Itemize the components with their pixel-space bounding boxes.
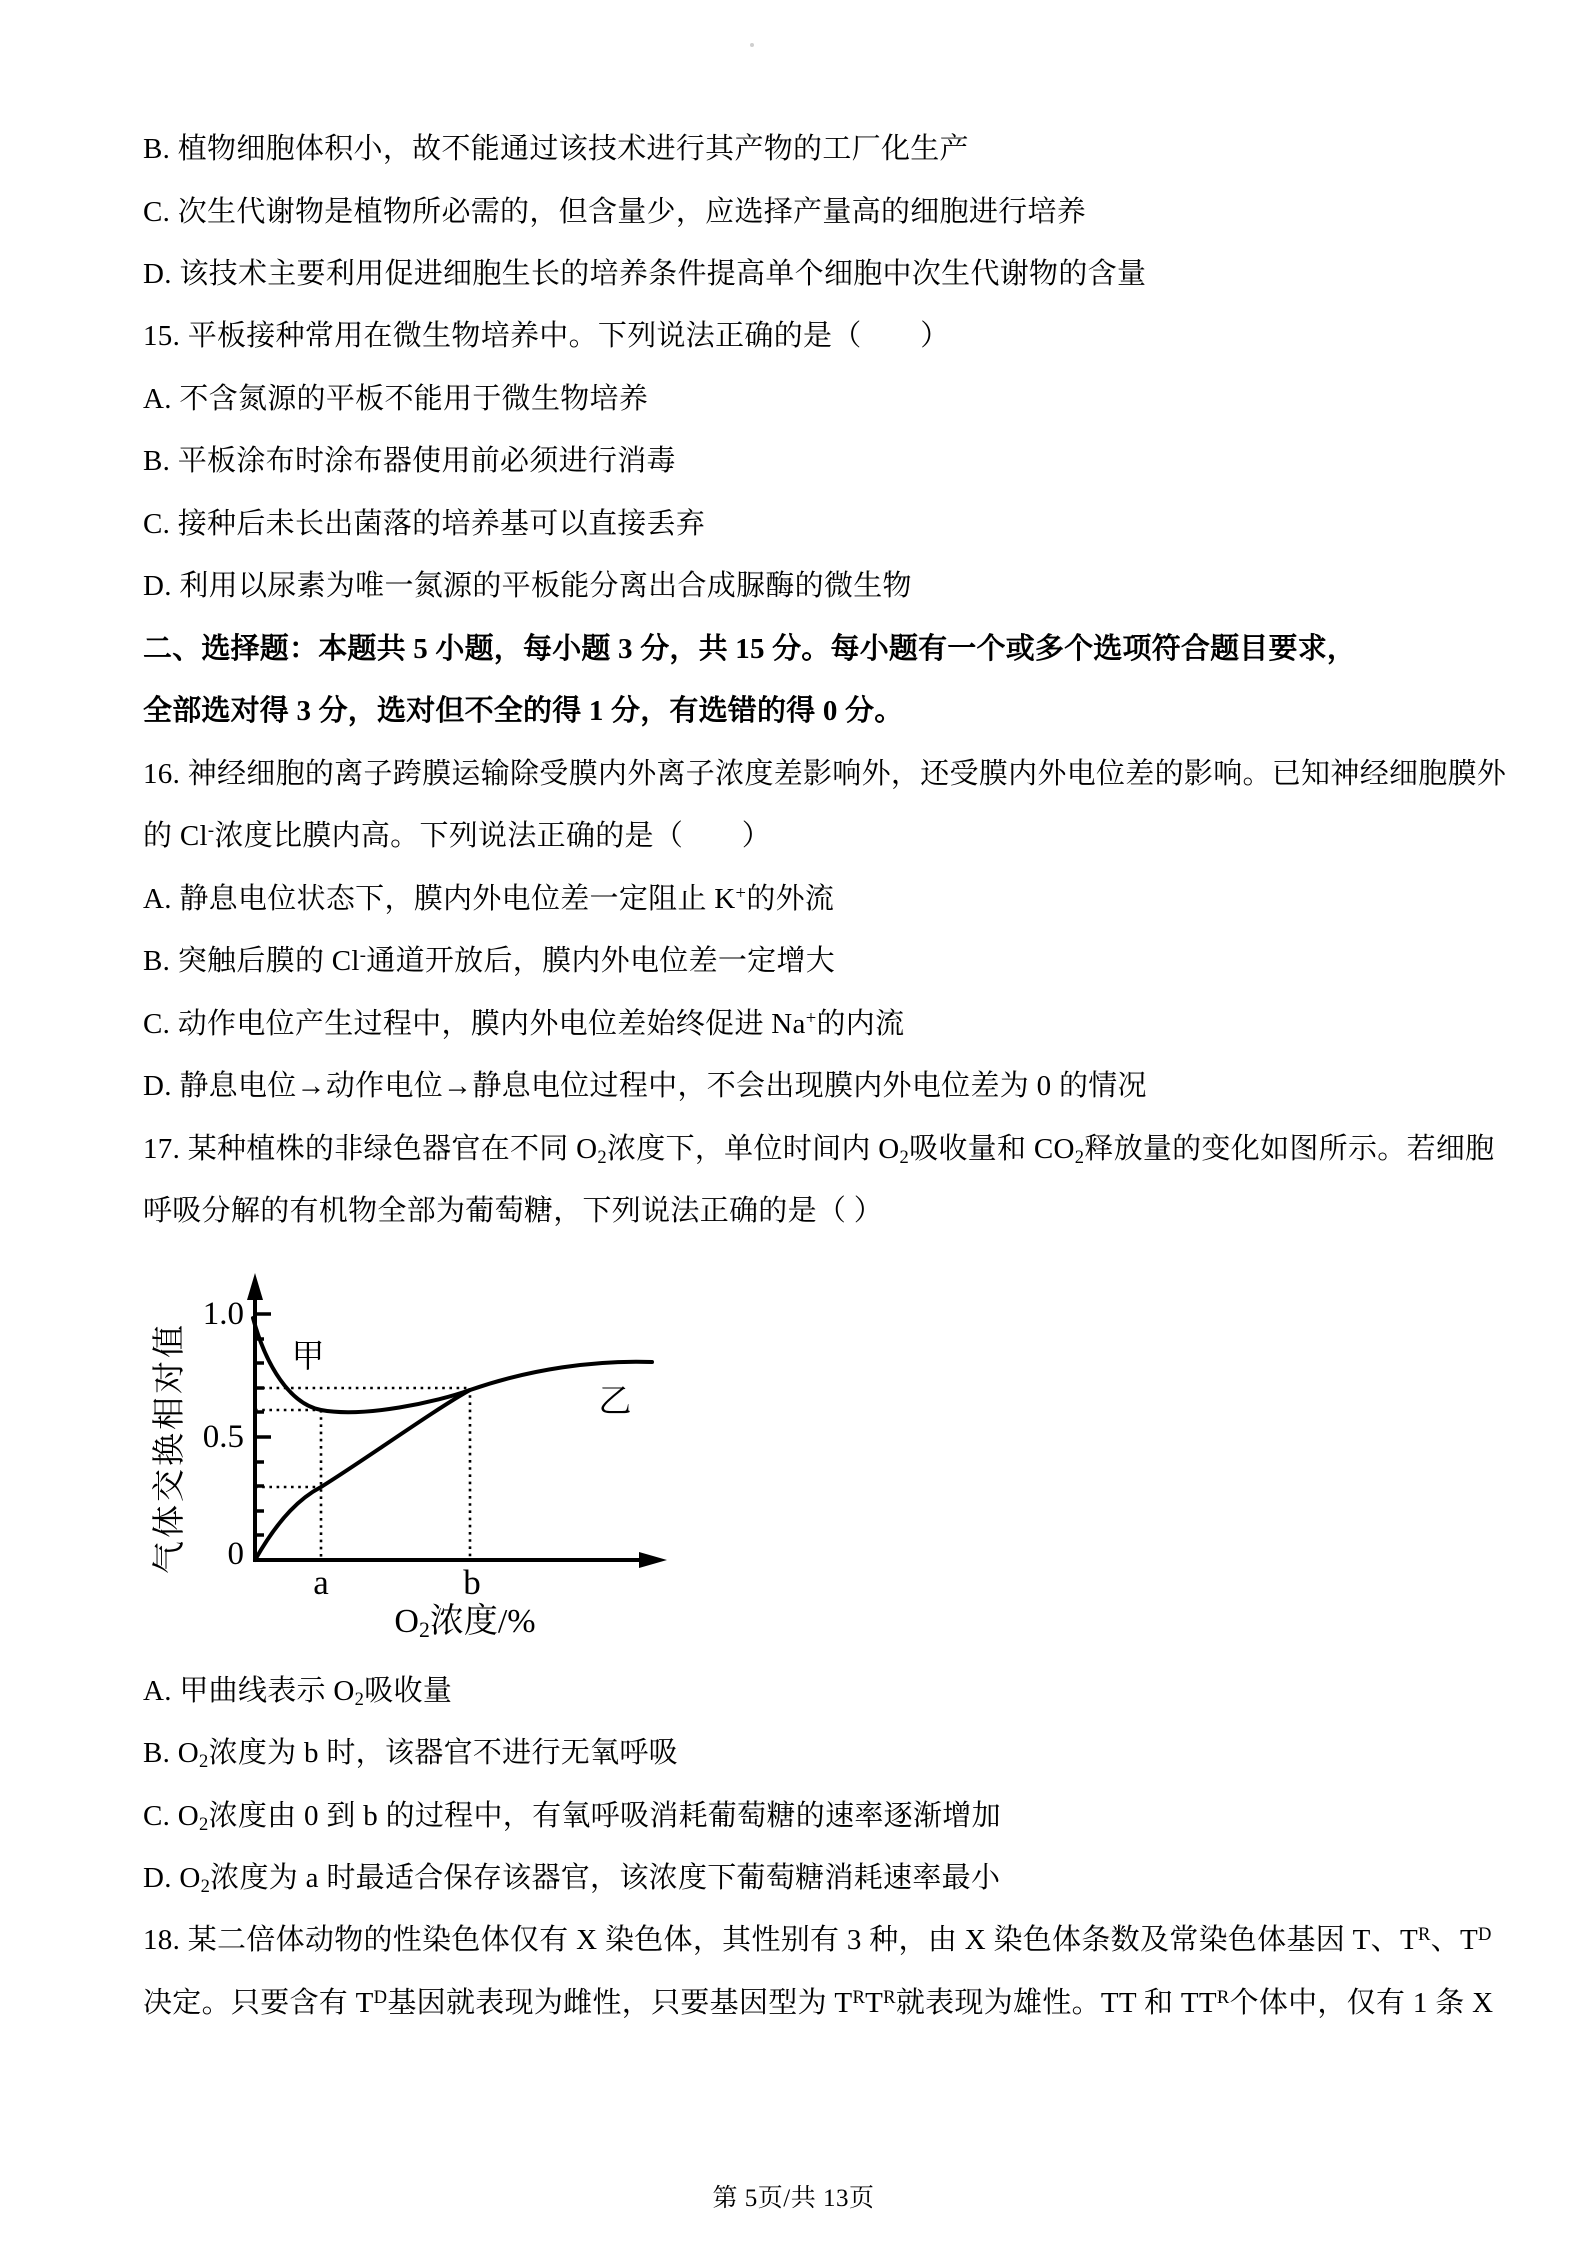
x-axis-label: $O_2$浓度/% (394, 1603, 536, 1643)
q14-option-C: C. 次生代谢物是植物所必需的，但含量少，应选择产量高的细胞进行培养 (143, 196, 1087, 228)
q16-option-D: D. 静息电位→动作电位→静息电位过程中，不会出现膜内外电位差为 0 的情况 (143, 1070, 1147, 1102)
dotted-guides (255, 1388, 470, 1560)
q18-stem-line-1: 18. 某二倍体动物的性染色体仅有 X 染色体，其性别有 3 种，由 X 染色体条数及常染色体基因 T、$T^R$、$T^D$ (143, 1923, 1492, 1956)
section-2-header-line-2: 全部选对得 3 分，选对但不全的得 1 分，有选错的得 0 分。 (143, 695, 904, 727)
x-axis-arrow-icon (639, 1552, 667, 1568)
y-tick-label-0.5: 0.5 (202, 1419, 244, 1455)
page-number-footer: 第 5页/共 13页 (712, 2185, 875, 2212)
q17-option-C: C. $O_2$浓度由 0 到 b 的过程中，有氧呼吸消耗葡萄糖的速率逐渐增加 (143, 1800, 1001, 1835)
q16-option-C: C. 动作电位产生过程中，膜内外电位差始终促进 Na+的内流 (143, 1007, 905, 1040)
curve-label-yi: 乙 (598, 1384, 632, 1420)
q17-stem-line-1: 17. 某种植株的非绿色器官在不同 $O_2$浓度下，单位时间内 $O_2$吸收量和 $CO_2$释放量的变化如图所示。若细胞 (143, 1133, 1495, 1168)
y-tick-label-1.0: 1.0 (202, 1296, 244, 1332)
q17-option-A: A. 甲曲线表示 $O_2$吸收量 (143, 1675, 453, 1710)
curve-label-jia: 甲 (291, 1339, 325, 1375)
q17-stem-line-2: 呼吸分解的有机物全部为葡萄糖，下列说法正确的是（ ） (143, 1195, 884, 1227)
q15-option-D: D. 利用以尿素为唯一氮源的平板能分离出合成脲酶的微生物 (143, 570, 912, 602)
q16-option-A: A. 静息电位状态下，膜内外电位差一定阻止 K+的外流 (143, 882, 835, 915)
y-axis-arrow-icon (247, 1273, 263, 1300)
figure-q17-gas-exchange-chart (140, 1270, 700, 1660)
q14-option-D: D. 该技术主要利用促进细胞生长的培养条件提高单个细胞中次生代谢物的含量 (143, 258, 1147, 290)
x-tick-label-a: a (313, 1563, 329, 1602)
q17-option-B: B. $O_2$浓度为 b 时，该器官不进行无氧呼吸 (143, 1737, 678, 1772)
q17-option-D: D. $O_2$浓度为 a 时最适合保存该器官，该浓度下葡萄糖消耗速率最小 (143, 1862, 1001, 1897)
stray-ink-dot (750, 43, 754, 47)
q14-option-B: B. 植物细胞体积小，故不能通过该技术进行其产物的工厂化生产 (143, 133, 969, 165)
q16-stem-line-1: 16. 神经细胞的离子跨膜运输除受膜内外离子浓度差影响外，还受膜内外电位差的影响。已知神经细胞膜外 (143, 758, 1507, 790)
q16-option-B: B. 突触后膜的 Cl-通道开放后，膜内外电位差一定增大 (143, 944, 836, 977)
q15-stem: 15. 平板接种常用在微生物培养中。下列说法正确的是（ ） (143, 320, 950, 352)
q15-option-A: A. 不含氮源的平板不能用于微生物培养 (143, 383, 649, 415)
y-axis-label: 气体交换相对值 (152, 1322, 188, 1574)
x-tick-label-b: b (463, 1563, 481, 1602)
section-2-header-line-1: 二、选择题：本题共 5 小题，每小题 3 分，共 15 分。每小题有一个或多个选项符合题目要求， (143, 633, 1357, 665)
q18-stem-line-2: 决定。只要含有 $T^D$基因就表现为雌性，只要基因型为 $T^RT^R$就表现为雄性。TT 和 $TT^R$个体中，仅有 1 条 X (143, 1986, 1494, 2019)
origin-label: 0 (227, 1536, 244, 1572)
q15-option-C: C. 接种后未长出菌落的培养基可以直接丢弃 (143, 508, 706, 540)
q16-stem-line-2: 的 Cl-浓度比膜内高。下列说法正确的是（ ） (143, 819, 772, 852)
q15-option-B: B. 平板涂布时涂布器使用前必须进行消毒 (143, 445, 676, 477)
